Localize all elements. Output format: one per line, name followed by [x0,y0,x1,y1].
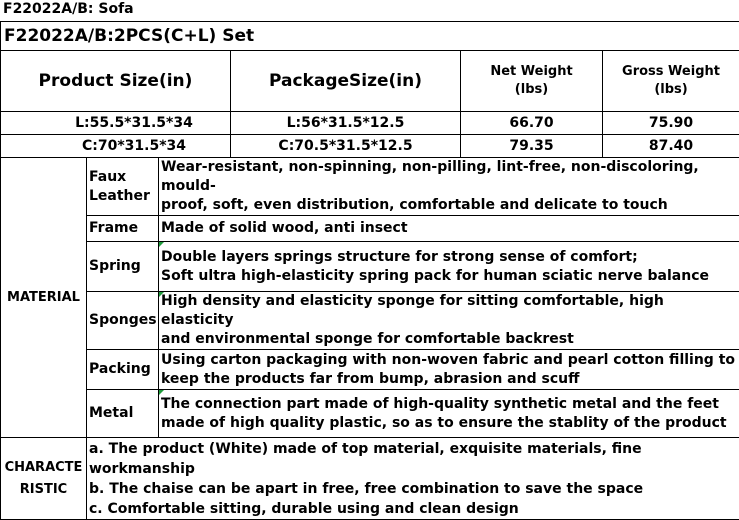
spec-table [0,21,739,520]
characteristic-line: b. The chaise can be apart in free, free combination to save the space [89,479,736,499]
characteristic-row [1,438,739,520]
material-name: Frame [87,216,159,242]
material-label: MATERIAL [1,158,87,438]
description-line: Wear-resistant, non-spinning, non-pilling, lint-free, non-discoloring, mould- [161,158,736,196]
material-description [159,158,739,216]
material-name: Packing [87,350,159,390]
material-description [159,242,739,292]
material-name-line: Faux [89,168,155,187]
header-product-size: Product Size(in) [1,51,231,112]
material-row [1,390,739,438]
header-package-size: PackageSize(in) [231,51,461,112]
material-row [1,216,739,242]
package-size-cell: L:56*31.5*12.5 [231,112,461,135]
material-description: Made of solid wood, anti insect [159,216,739,242]
characteristic-label [1,438,87,520]
description-line: The connection part made of high-quality synthetic metal and the feet [161,395,736,414]
header-gross-weight [603,51,739,112]
material-name [87,158,159,216]
material-description [159,292,739,350]
description-line: made of high quality plastic, so as to ensure the stablity of the product [161,414,736,433]
description-line: proof, soft, even distribution, comfortable and delicate to touch [161,196,736,215]
product-size-cell: C:70*31.5*34 [1,135,231,158]
document-title: F22022A/B: Sofa [3,0,134,18]
product-size-cell: L:55.5*31.5*34 [1,112,231,135]
set-title: F22022A/B:2PCS(C+L) Set [1,22,739,51]
table-row [1,135,739,158]
characteristic-label-line: RISTIC [4,479,83,501]
net-weight-cell: 66.70 [461,112,603,135]
comment-marker-icon [159,390,164,395]
net-weight-unit: (lbs) [464,81,599,99]
description-line: keep the products far from bump, abrasion and scuff [161,370,736,389]
gross-weight-cell: 87.40 [603,135,739,158]
characteristic-label-line: CHARACTE [4,457,83,479]
comment-marker-icon [159,242,164,247]
material-row [1,158,739,216]
package-size-cell: C:70.5*31.5*12.5 [231,135,461,158]
gross-weight-cell: 75.90 [603,112,739,135]
characteristic-description [87,438,739,520]
characteristic-line: c. Comfortable sitting, durable using and clean design [89,499,736,519]
gross-weight-unit: (lbs) [606,81,736,99]
comment-marker-icon [159,292,164,297]
description-line: and environmental sponge for comfortable backrest [161,330,736,349]
description-line: High density and elasticity sponge for sitting comfortable, high elasticity [161,292,736,330]
description-line: Double layers springs structure for strong sense of comfort; [161,248,736,267]
header-net-weight [461,51,603,112]
material-name: Metal [87,390,159,438]
net-weight-cell: 79.35 [461,135,603,158]
description-line: Soft ultra high-elasticity spring pack for human sciatic nerve balance [161,267,736,286]
material-description [159,350,739,390]
material-name: Sponges [87,292,159,350]
material-row [1,350,739,390]
net-weight-label: Net Weight [464,63,599,81]
material-name-line: Leather [89,187,155,206]
description-line: Using carton packaging with non-woven fabric and pearl cotton filling to [161,351,736,370]
gross-weight-label: Gross Weight [606,63,736,81]
material-row [1,242,739,292]
table-row [1,112,739,135]
characteristic-line: a. The product (White) made of top material, exquisite materials, fine workmanship [89,439,736,479]
material-name: Spring [87,242,159,292]
material-row [1,292,739,350]
material-description [159,390,739,438]
